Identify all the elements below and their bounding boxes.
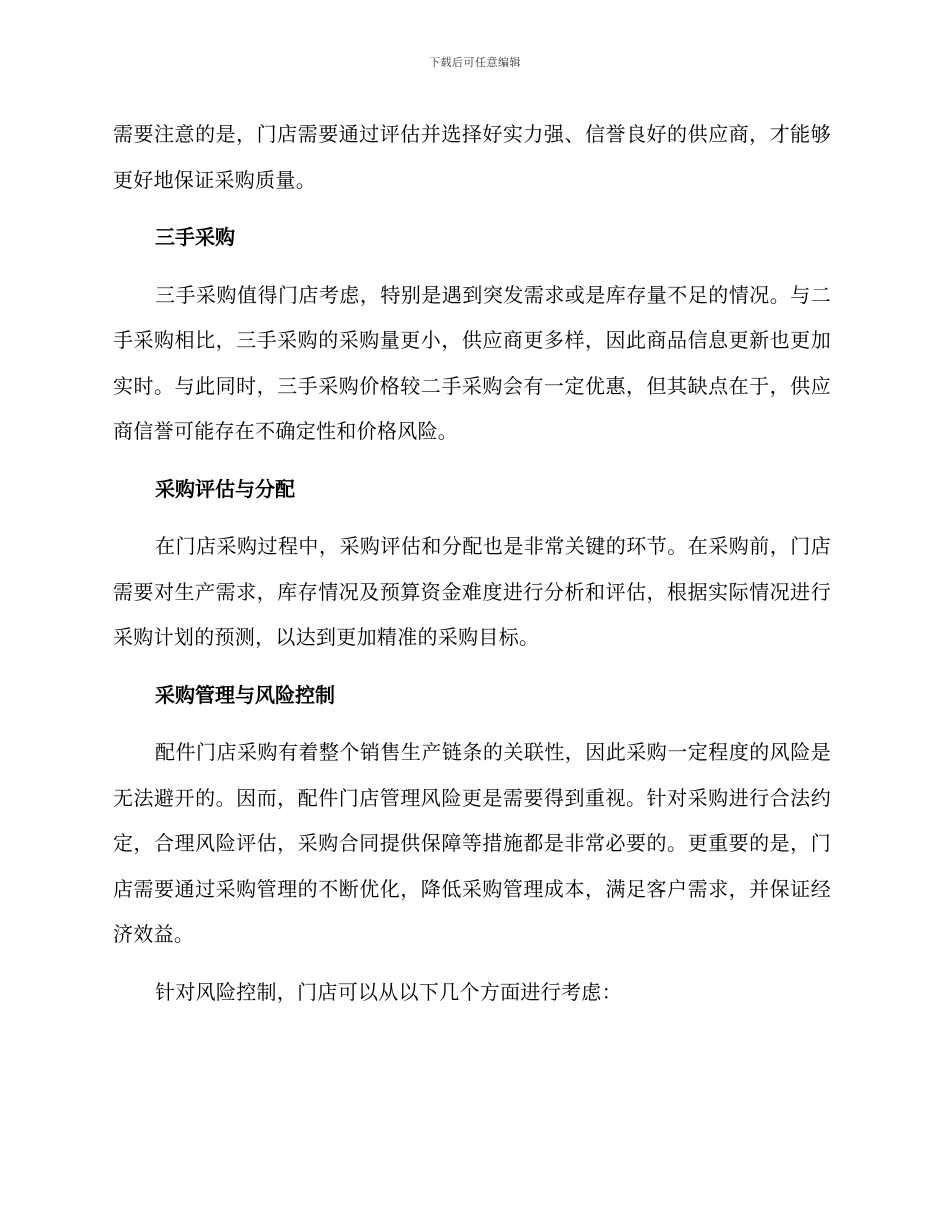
section-heading-third-hand-purchase: 三手采购: [155, 225, 235, 249]
risk-management-paragraph: 配件门店采购有着整个销售生产链条的关联性，因此采购一定程度的风险是无法避开的。因而，配件门店管理风险更是需要得到重视。针对采购进行合法约定，合理风险评估，采购合同提供保障等措施都是非常必要的。更重要的是，门店需要通过采购管理的不断优化，降低采购管理成本，满足客户需求，并保证经济效益。: [113, 740, 831, 946]
third-hand-purchase-paragraph: 三手采购值得门店考虑，特别是遇到突发需求或是库存量不足的情况。与二手采购相比，三手采购的采购量更小，供应商更多样，因此商品信息更新也更加实时。与此同时，三手采购价格较二手采购会有一定优惠，但其缺点在于，供应商信誉可能存在不确定性和价格风险。: [113, 282, 831, 443]
document-body: [113, 112, 831, 1015]
section-heading-risk-control: 采购管理与风险控制: [155, 682, 335, 707]
intro-paragraph: 需要注意的是，门店需要通过评估并选择好实力强、信誉良好的供应商，才能够更好地保证采购质量。: [113, 122, 831, 192]
risk-control-intro-paragraph: 针对风险控制，门店可以从以下几个方面进行考虑：: [155, 979, 622, 1004]
purchase-evaluation-paragraph: 在门店采购过程中，采购评估和分配也是非常关键的环节。在采购前，门店需要对生产需求，库存情况及预算资金难度进行分析和评估，根据实际情况进行采购计划的预测，以达到更加精准的采购目标。: [113, 534, 831, 649]
page-header-note: 下载后可任意编辑: [429, 56, 521, 69]
section-heading-purchase-evaluation: 采购评估与分配: [155, 476, 295, 501]
